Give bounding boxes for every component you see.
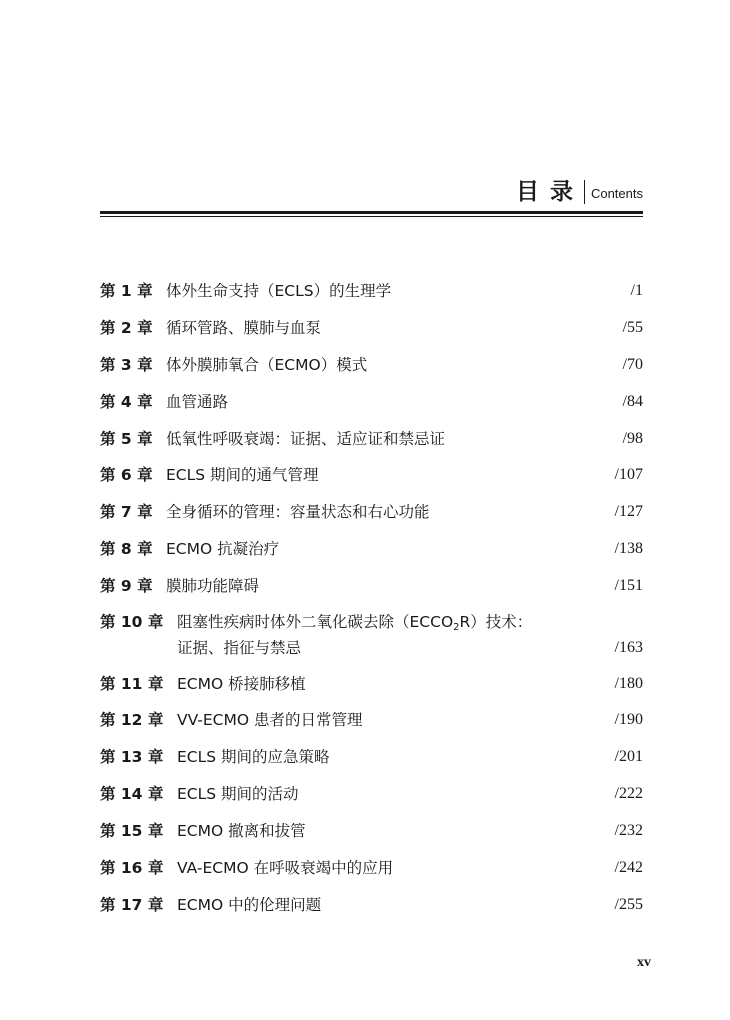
page-number: /55 [622,319,643,336]
chapter-title: 低氧性呼吸衰竭：证据、适应证和禁忌证 [166,430,446,448]
chapter-title-part: 阻塞性疾病时体外二氧化碳去除（ECCO [177,613,454,631]
chapter-number: 第 12 章 [100,711,164,729]
chapter-title: ECMO 抗凝治疗 [166,540,280,558]
toc-entry[interactable] [100,612,643,658]
chapter-number: 第 9 章 [100,577,153,595]
chapter-title: VA-ECMO 在呼吸衰竭中的应用 [177,859,394,877]
header-rule-thick [100,211,643,214]
page-number: /84 [622,393,643,410]
page-title-english: Contents [590,186,643,201]
page-number: /70 [622,356,643,373]
chapter-title: 血管通路 [166,393,229,411]
chapter-title-continuation: 证据、指征与禁忌 [177,639,302,657]
page-number: /107 [614,466,643,483]
chapter-title: 体外膜肺氧合（ECMO）模式 [166,356,368,374]
chapter-title-part: R）技术： [459,613,533,631]
page-title: 目录 [515,179,584,205]
chapter-title: 膜肺功能障碍 [166,577,260,595]
chapter-title: ECLS 期间的应急策略 [177,748,330,766]
page-folio: xv [637,955,651,970]
chapter-title: ECMO 中的伦理问题 [177,896,322,914]
chapter-number: 第 7 章 [100,503,153,521]
chapter-title [177,612,532,638]
page-number: /163 [614,639,643,656]
chapter-number: 第 5 章 [100,430,153,448]
chapter-number: 第 2 章 [100,319,153,337]
page-number: /138 [614,540,643,557]
page-number: /1 [630,282,643,299]
page-number: /127 [614,503,643,520]
header-rule-thin [100,216,643,217]
title-group [516,178,643,206]
chapter-title: ECLS 期间的通气管理 [166,466,319,484]
chapter-number: 第 17 章 [100,896,164,914]
chapter-title: 循环管路、膜肺与血泵 [166,319,322,337]
chapter-number: 第 10 章 [100,613,164,631]
chapter-number: 第 13 章 [100,748,164,766]
chapter-number: 第 3 章 [100,356,153,374]
chapter-title: VV-ECMO 患者的日常管理 [177,711,363,729]
page-number: /151 [614,577,643,594]
chapter-title: 全身循环的管理：容量状态和右心功能 [166,503,430,521]
chapter-number: 第 8 章 [100,540,153,558]
chapter-number: 第 16 章 [100,859,164,877]
page-number: /180 [614,675,643,692]
page-number: /98 [622,430,643,447]
page-number: /201 [614,748,643,765]
chapter-number: 第 6 章 [100,466,153,484]
chapter-number: 第 15 章 [100,822,164,840]
page-number: /242 [614,859,643,876]
chapter-number: 第 14 章 [100,785,164,803]
chapter-number: 第 11 章 [100,675,164,693]
title-separator [584,180,585,204]
subscript-two: 2 [453,622,460,633]
chapter-title: ECMO 撤离和拔管 [177,822,306,840]
page-number: /232 [614,822,643,839]
chapter-title: ECLS 期间的活动 [177,785,299,803]
chapter-number: 第 1 章 [100,282,153,300]
page-number: /222 [614,785,643,802]
page-number: /255 [614,896,643,913]
page-number: /190 [614,711,643,728]
chapter-title: 体外生命支持（ECLS）的生理学 [166,282,392,300]
chapter-number: 第 4 章 [100,393,153,411]
chapter-title: ECMO 桥接肺移植 [177,675,306,693]
